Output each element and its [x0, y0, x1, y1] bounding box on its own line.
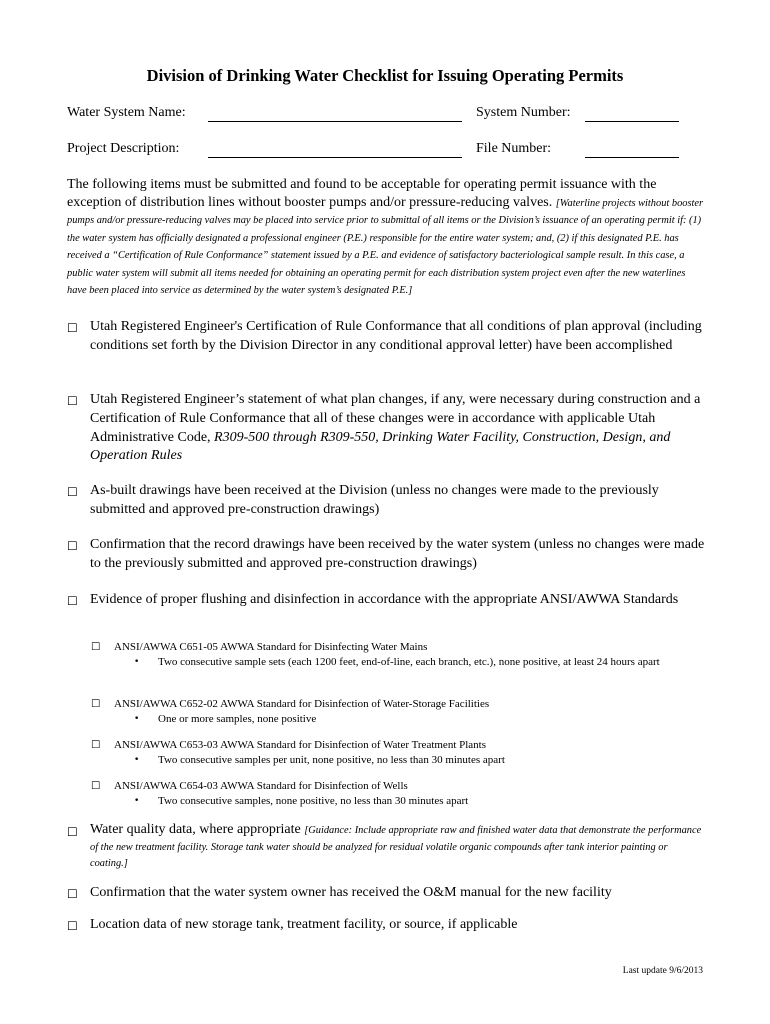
- checklist-item-as-built-drawings: [67, 482, 707, 520]
- checkbox-icon[interactable]: ☐: [91, 780, 101, 792]
- subitem-c653: [91, 738, 706, 768]
- subitem-c652: [91, 697, 706, 727]
- checklist-item-rule-conformance: [67, 318, 707, 356]
- checklist-item-location-data: [67, 916, 707, 935]
- bullet-text: One or more samples, none positive: [158, 713, 317, 725]
- item-text: Confirmation that the record drawings have been received by the water system (unless no changes were made to the previously submitted and approved pre-construction drawings): [90, 537, 705, 571]
- last-update-footer: Last update 9/6/2013: [622, 966, 703, 976]
- checkbox-icon[interactable]: ☐: [67, 919, 78, 933]
- file-number-label: File Number:: [476, 141, 552, 156]
- checkbox-icon[interactable]: ☐: [67, 485, 78, 499]
- checklist-item-om-manual: [67, 884, 707, 903]
- bullet-text: Two consecutive samples per unit, none positive, no less than 30 minutes apart: [158, 754, 505, 766]
- subitem-label: ANSI/AWWA C652-02 AWWA Standard for Disinfection of Water-Storage Facilities: [114, 698, 490, 710]
- water-system-name-field[interactable]: [208, 121, 462, 122]
- system-number-field[interactable]: [585, 121, 679, 122]
- bullet-text: Two consecutive sample sets (each 1200 feet, end-of-line, each branch, etc.), none positive, at least 24 hours apart: [158, 656, 660, 668]
- file-number-field[interactable]: [585, 157, 679, 158]
- intro-paragraph: [67, 176, 707, 299]
- water-system-name-label: Water System Name:: [67, 105, 186, 120]
- subitem-bullet: [114, 794, 706, 809]
- checkbox-icon[interactable]: ☐: [67, 594, 78, 608]
- item-text: Location data of new storage tank, treatment facility, or source, if applicable: [90, 917, 518, 932]
- subitem-c654: [91, 779, 706, 809]
- checkbox-icon[interactable]: ☐: [67, 825, 78, 839]
- checklist-item-flushing-disinfection: [67, 591, 707, 610]
- item-text: Utah Registered Engineer’s statement of what plan changes, if any, were necessary during construction and a Certification of Rule Conformance that all of these changes were in accordance with applicable Utah Administrative Code,: [90, 392, 701, 445]
- bullet-icon: •: [134, 755, 140, 765]
- checkbox-icon[interactable]: ☐: [91, 739, 101, 751]
- checkbox-icon[interactable]: ☐: [67, 394, 78, 408]
- system-number-label: System Number:: [476, 105, 571, 120]
- subitem-label: ANSI/AWWA C653-03 AWWA Standard for Disinfection of Water Treatment Plants: [114, 739, 487, 751]
- checkbox-icon[interactable]: ☐: [67, 887, 78, 901]
- item-text: Utah Registered Engineer's Certification of Rule Conformance that all conditions of plan approval (including conditions set forth by the Division Director in any conditional approval letter) have been accomplished: [90, 319, 702, 353]
- item-text: As-built drawings have been received at the Division (unless no changes were made to the previously submitted and approved pre-construction drawings): [90, 483, 659, 517]
- subitem-bullet: [114, 655, 706, 670]
- project-description-field[interactable]: [208, 157, 462, 158]
- subitem-bullet: [114, 753, 706, 768]
- checkbox-icon[interactable]: ☐: [67, 539, 78, 553]
- page-title: Division of Drinking Water Checklist for Issuing Operating Permits: [146, 66, 624, 85]
- intro-text: The following items must be submitted and found to be acceptable for operating permit issuance with the exception of distribution lines without booster pumps and/or pressure-reducing valves.: [67, 177, 657, 210]
- checkbox-icon[interactable]: ☐: [67, 321, 78, 335]
- project-description-label: Project Description:: [67, 141, 180, 156]
- checkbox-icon[interactable]: ☐: [91, 698, 101, 710]
- item-rule-reference: R309-500 through R309-550, Drinking Water Facility, Construction, Design, and Operation Rules: [90, 429, 671, 464]
- item-guidance: [Guidance: Include appropriate raw and finished water data that demonstrate the performance of the new treatment facility. Storage tank water should be analyzed for residual volatile organic compounds after tank interior painting or coating.]: [90, 825, 702, 869]
- item-text: Water quality data, where appropriate: [90, 822, 301, 837]
- bullet-icon: •: [134, 657, 140, 667]
- bullet-text: Two consecutive samples, none positive, no less than 30 minutes apart: [158, 795, 469, 807]
- subitem-label: ANSI/AWWA C651-05 AWWA Standard for Disinfecting Water Mains: [114, 641, 428, 653]
- subitem-bullet: [114, 712, 706, 727]
- subitem-label: ANSI/AWWA C654-03 AWWA Standard for Disinfection of Wells: [114, 780, 408, 792]
- checkbox-icon[interactable]: ☐: [91, 641, 101, 653]
- checklist-item-plan-changes: [67, 391, 707, 466]
- intro-note: [Waterline projects without booster pumps and/or pressure-reducing valves may be placed into service prior to submittal of all items or the Division’s issuance of an operating permit if: (1) the water system has officially designated a professional engineer (P.E.) responsible for the entire water system; and, (2) if this designated P.E. has received a “Certification of Rule Conformance” statement issued by a P.E. and evidence of satisfactory bacteriological sample result. In this case, a public water system will submit all items needed for obtaining an operating permit for each distribution system project even after the new waterlines have been placed into service as determined by the water system’s designated P.E.]: [67, 197, 704, 296]
- bullet-icon: •: [134, 714, 140, 724]
- item-text: Confirmation that the water system owner has received the O&M manual for the new facility: [90, 885, 612, 900]
- checklist-item-record-drawings: [67, 536, 707, 574]
- bullet-icon: •: [134, 796, 140, 806]
- subitem-c651: [91, 640, 706, 670]
- checklist-item-water-quality: [67, 822, 707, 872]
- item-text: Evidence of proper flushing and disinfection in accordance with the appropriate ANSI/AWWA Standards: [90, 592, 679, 607]
